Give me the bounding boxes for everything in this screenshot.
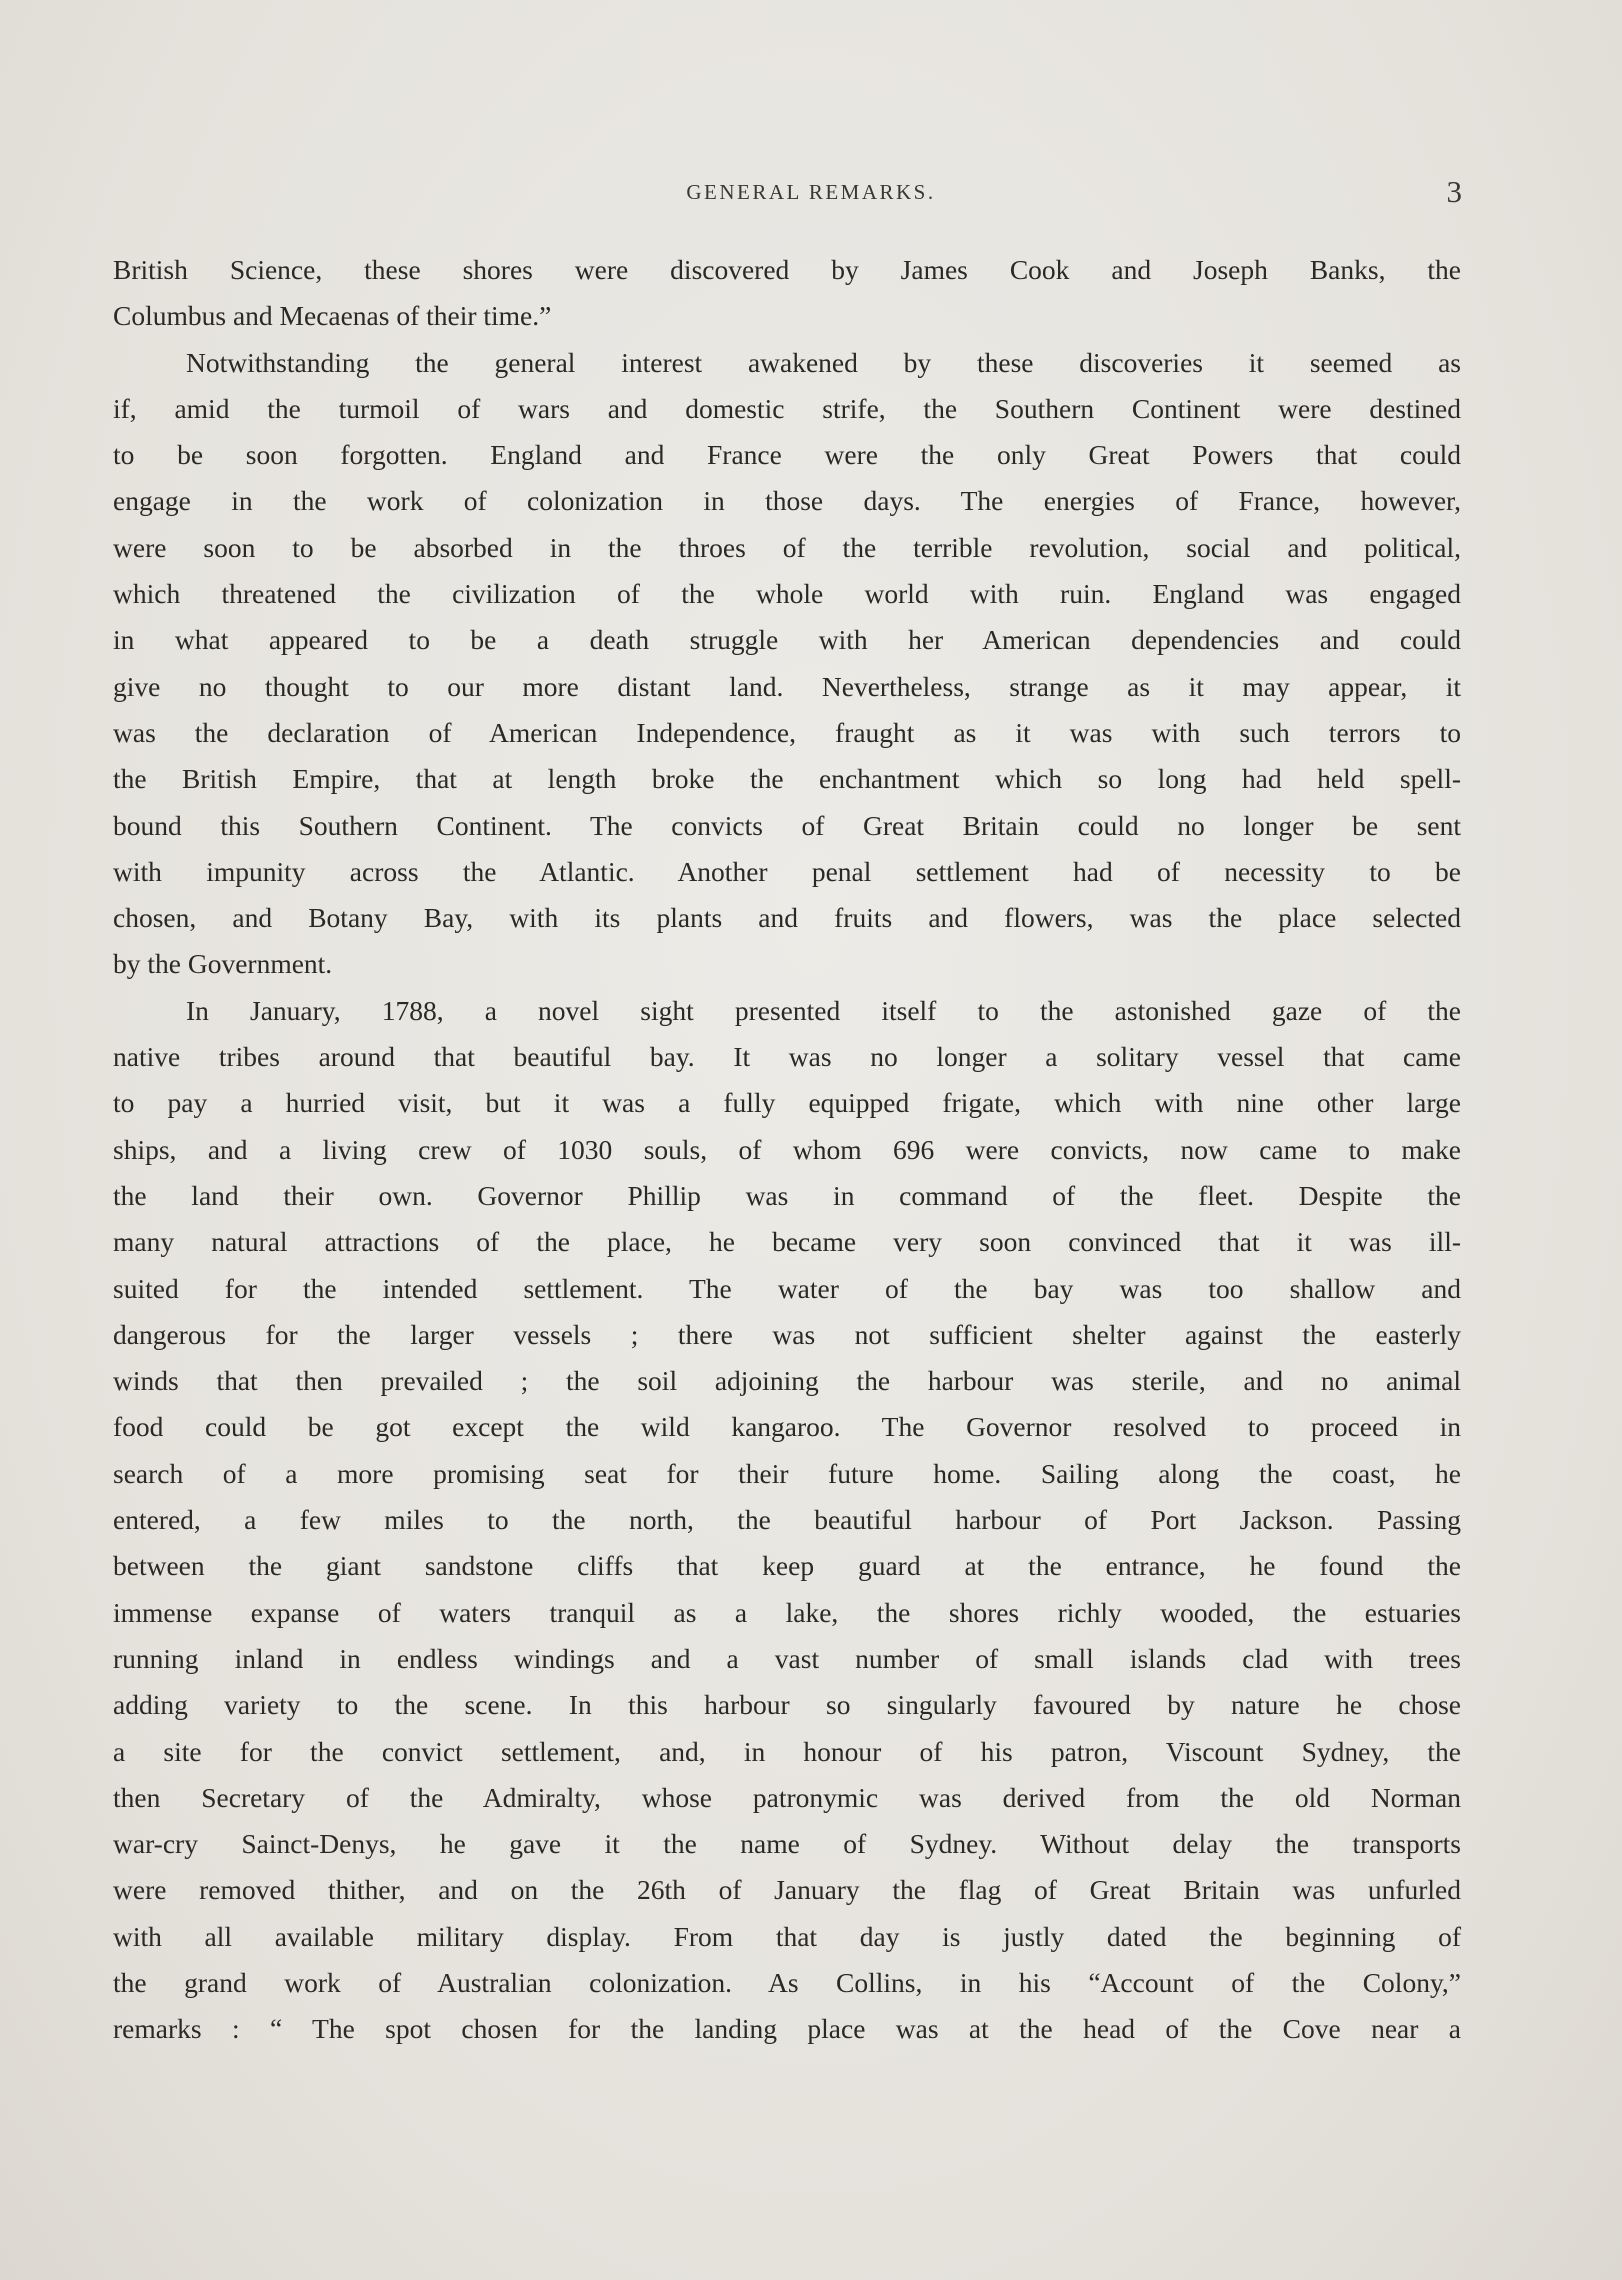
text-line: native tribes around that beautiful bay. It was no longer a solitary vessel that came <box>113 1041 1461 1073</box>
text-line: Notwithstanding the general interest awakened by these discoveries it seemed as <box>186 346 1461 378</box>
text-line: food could be got except the wild kangaroo. The Governor resolved to proceed in <box>113 1411 1461 1443</box>
text-line: the British Empire, that at length broke the enchantment which so long had held spell- <box>113 763 1461 795</box>
text-line: the grand work of Australian colonization. As Collins, in his “Account of the Colony,” <box>113 1966 1461 1998</box>
page-number: 3 <box>1446 174 1462 209</box>
text-line: dangerous for the larger vessels ; there was not sufficient shelter against the easterly <box>113 1318 1461 1350</box>
text-line: chosen, and Botany Bay, with its plants and fruits and flowers, was the place selected <box>113 902 1461 934</box>
text-line: suited for the intended settlement. The water of the bay was too shallow and <box>113 1272 1461 1304</box>
text-line: in what appeared to be a death struggle with her American dependencies and could <box>113 624 1461 656</box>
text-line: immense expanse of waters tranquil as a lake, the shores richly wooded, the estuaries <box>113 1596 1461 1628</box>
text-line: if, amid the turmoil of wars and domestic strife, the Southern Continent were destined <box>113 392 1461 424</box>
text-line: adding variety to the scene. In this harbour so singularly favoured by nature he chose <box>113 1689 1461 1721</box>
text-line: were soon to be absorbed in the throes of the terrible revolution, social and political, <box>113 531 1461 563</box>
text-line: search of a more promising seat for their future home. Sailing along the coast, he <box>113 1457 1461 1489</box>
text-line: In January, 1788, a novel sight presented itself to the astonished gaze of the <box>186 994 1461 1026</box>
text-line: give no thought to our more distant land. Nevertheless, strange as it may appear, it <box>113 670 1461 702</box>
text-line: winds that then prevailed ; the soil adjoining the harbour was sterile, and no animal <box>113 1365 1461 1397</box>
text-line: were removed thither, and on the 26th of January the flag of Great Britain was unfurled <box>113 1874 1461 1906</box>
text-line: war-cry Sainct-Denys, he gave it the name of Sydney. Without delay the transports <box>113 1828 1461 1860</box>
text-line: British Science, these shores were discovered by James Cook and Joseph Banks, the <box>113 254 1461 285</box>
text-line: running inland in endless windings and a vast number of small islands clad with trees <box>113 1642 1461 1674</box>
body-text <box>113 247 1461 2053</box>
text-line: entered, a few miles to the north, the beautiful harbour of Port Jackson. Passing <box>113 1504 1461 1536</box>
text-line: then Secretary of the Admiralty, whose patronymic was derived from the old Norman <box>113 1781 1461 1813</box>
text-line: was the declaration of American Independence, fraught as it was with such terrors to <box>113 716 1461 748</box>
running-title: GENERAL REMARKS. <box>686 180 936 204</box>
text-line: between the giant sandstone cliffs that keep guard at the entrance, he found the <box>113 1550 1461 1582</box>
text-line: with all available military display. From that day is justly dated the beginning of <box>113 1920 1461 1952</box>
text-line: bound this Southern Continent. The convicts of Great Britain could no longer be sent <box>113 809 1461 841</box>
text-line: many natural attractions of the place, he became very soon convinced that it was ill- <box>113 1226 1461 1258</box>
text-line: the land their own. Governor Phillip was in command of the fleet. Despite the <box>113 1179 1461 1211</box>
text-line: which threatened the civilization of the whole world with ruin. England was engaged <box>113 578 1461 610</box>
text-line: with impunity across the Atlantic. Another penal settlement had of necessity to be <box>113 855 1461 887</box>
text-line: to pay a hurried visit, but it was a fully equipped frigate, which with nine other large <box>113 1087 1461 1119</box>
text-line: ships, and a living crew of 1030 souls, of whom 696 were convicts, now came to make <box>113 1133 1461 1165</box>
running-head <box>0 172 1622 212</box>
text-line: remarks : “ The spot chosen for the landing place was at the head of the Cove near a <box>113 2013 1461 2045</box>
text-line: to be soon forgotten. England and France were the only Great Powers that could <box>113 439 1461 471</box>
text-line: by the Government. <box>113 948 333 980</box>
text-line: engage in the work of colonization in those days. The energies of France, however, <box>113 485 1461 517</box>
text-line: a site for the convict settlement, and, in honour of his patron, Viscount Sydney, the <box>113 1735 1461 1767</box>
text-line: Columbus and Mecaenas of their time.” <box>113 300 552 332</box>
